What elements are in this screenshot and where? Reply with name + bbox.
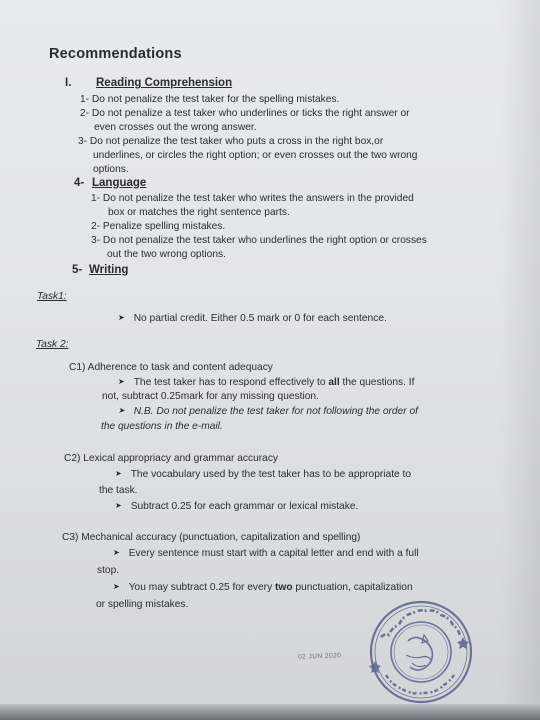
section4-item: 3- Do not penalize the test taker who underlines the right option or crosses (91, 235, 427, 246)
arrow-bullet-icon: ➤ (113, 582, 120, 591)
section5-number: 5- (72, 264, 83, 276)
c3-title: C3) Mechanical accuracy (punctuation, capitalization and spelling) (62, 532, 361, 543)
c2-line: ➤ The vocabulary used by the test taker has to be appropriate to (115, 469, 412, 480)
arrow-bullet-icon: ➤ (118, 313, 125, 322)
section1-heading: Reading Comprehension (96, 77, 233, 89)
official-seal-icon (366, 597, 476, 707)
section1-item: options. (93, 164, 129, 175)
section1-item: 3- Do not penalize the test taker who puts a cross in the right box,or (78, 136, 384, 147)
section4-heading: Language (92, 177, 147, 189)
c3-line: or spelling mistakes. (96, 599, 189, 610)
section4-item: 1- Do not penalize the test taker who writes the answers in the provided (91, 193, 414, 204)
c3-line: ➤ Every sentence must start with a capital letter and end with a full (113, 548, 419, 559)
section1-item: even crosses out the wrong answer. (94, 122, 257, 133)
c2-line: ➤ Subtract 0.25 for each grammar or lexical mistake. (115, 501, 359, 512)
c3-line: ➤ You may subtract 0.25 for every two punctuation, capitalization (113, 582, 413, 593)
section1-number: I. (65, 77, 72, 89)
page-title: Recommendations (49, 46, 182, 62)
section1-item: 1- Do not penalize the test taker for the spelling mistakes. (80, 94, 340, 105)
arrow-bullet-icon: ➤ (118, 377, 125, 386)
arrow-bullet-icon: ➤ (118, 406, 125, 415)
c2-line: the task. (99, 485, 138, 496)
c1-title: C1) Adherence to task and content adequacy (69, 362, 273, 373)
date-stamp: 02 JUN 2020 (297, 652, 342, 661)
task1-bullet: ➤ No partial credit. Either 0.5 mark or 0 for each sentence. (118, 313, 387, 324)
c1-line: not, subtract 0.25mark for any missing question. (102, 391, 319, 402)
section4-number: 4- (74, 177, 85, 189)
c1-note: the questions in the e-mail. (101, 421, 223, 432)
section4-item: box or matches the right sentence parts. (108, 207, 290, 218)
c1-note: ➤ N.B. Do not penalize the test taker for not following the order of (118, 406, 418, 417)
section1-item: 2- Do not penalize a test taker who underlines or ticks the right answer or (80, 108, 410, 119)
task1-label: Task1: (37, 291, 67, 302)
c2-title: C2) Lexical appropriacy and grammar accuracy (64, 453, 279, 464)
task2-label: Task 2: (36, 339, 69, 350)
section5-heading: Writing (89, 264, 129, 276)
section4-item: out the two wrong options. (107, 249, 226, 260)
arrow-bullet-icon: ➤ (115, 469, 122, 478)
section4-item: 2- Penalize spelling mistakes. (91, 221, 226, 232)
arrow-bullet-icon: ➤ (113, 548, 120, 557)
c3-line: stop. (97, 565, 120, 576)
section1-item: underlines, or circles the right option; or even crosses out the two wrong (93, 150, 418, 161)
c1-line: ➤ The test taker has to respond effectively to all the questions. If (118, 377, 415, 388)
arrow-bullet-icon: ➤ (115, 501, 122, 510)
